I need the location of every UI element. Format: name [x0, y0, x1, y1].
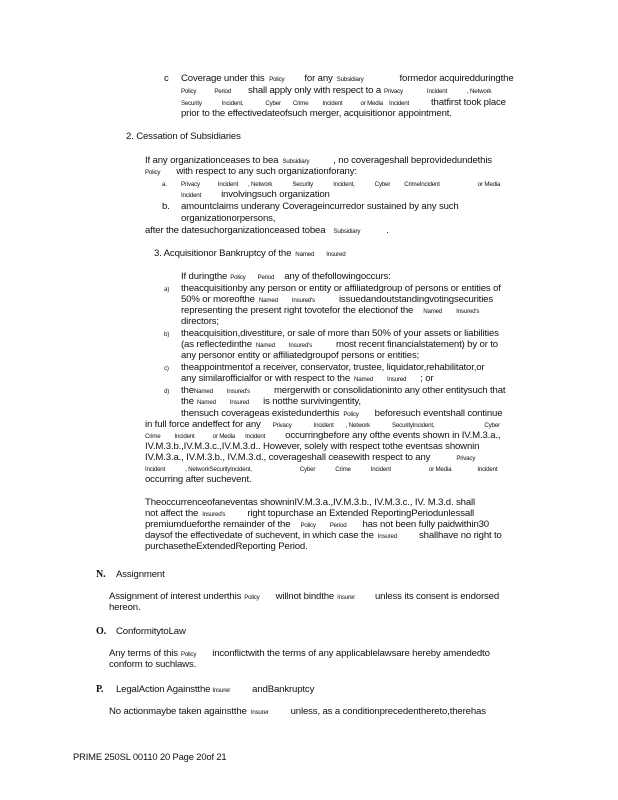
text-line: IV.M.3.b.,IV.M.3.c.,IV.M.3.d.. However, solely with respect tothe eventsas shownin — [145, 441, 480, 452]
list-marker: b. — [162, 201, 170, 212]
text-line: any similarofficialfor or with respect to the Named Insured ; or — [181, 373, 434, 384]
text-line: Theoccurrenceofaneventas showninIV.M.3.a.,IV.M.3.b., IV.M.3.c., IV. M.3.d. shall — [145, 497, 476, 508]
text-line: If any organizationceases to bea Subsidiary , no coverageshall beprovidedundethis — [145, 155, 492, 166]
text-line: the Named Insured is notthe survivingentity, — [181, 396, 361, 407]
text-line: If duringthe Policy Period any of thefollowingoccurs: — [181, 271, 391, 282]
section-letter: O. — [96, 626, 106, 637]
section-letter: N. — [96, 569, 106, 580]
text-line: amountclaims underany Coverageincurredor sustained by any such — [181, 201, 459, 212]
text-line: Coverage under this Policy for any Subsidiary formedor acquiredduringthe — [181, 73, 514, 84]
list-marker: c) — [164, 365, 169, 372]
text-line: Any terms of this Policy inconflictwith the terms of any applicablelawsare hereby amendedto — [109, 648, 490, 659]
section-heading: 2. Cessation of Subsidiaries — [126, 131, 241, 142]
text-line: theacquisitionby any person or entity or affiliatedgroup of persons or entities of — [181, 283, 501, 294]
text-line: purchasetheExtendedReporting Period. — [145, 541, 308, 552]
section-heading: Assignment — [116, 569, 165, 580]
text-line: Privacy Incident , Network Security Incident, Cyber CrimeIncident or Media — [181, 181, 501, 188]
text-line: theappointmentof a receiver, conservator, trustee, liquidator,rehabilitator,or — [181, 362, 485, 373]
section-letter: P. — [96, 684, 104, 695]
text-line: after the datesuchorganizationceased tobea Subsidiary . — [145, 225, 389, 236]
text-line: 50% or moreofthe Named Insured's issuedandoutstandingvotingsecurities — [181, 294, 494, 305]
section-heading: ConformitytoLaw — [116, 626, 186, 637]
text-line: organizationorpersons, — [181, 213, 276, 224]
section-heading: 3. Acquisitionor Bankruptcy of the Named Insured — [154, 248, 346, 259]
text-line: Policy Period shall apply only with respect to a Privacy Incident , Network — [181, 85, 492, 96]
text-line: representing the present right tovotefor the electionof the Named Insured's — [181, 305, 480, 316]
text-line: theNamed Insured's mergerwith or consolidationinto any other entitysuch that — [181, 385, 506, 396]
text-line: occurring after suchevent. — [145, 474, 252, 485]
text-line: any personor entity or affiliatedgroupof persons or entities; — [181, 350, 420, 361]
text-line: directors; — [181, 316, 219, 327]
text-line: Assignment of interest underthis Policy willnot bindthe Insurer unless its consent is endorsed — [109, 591, 500, 602]
section-heading: LegalAction Againstthe Insurer andBankruptcy — [116, 684, 315, 695]
list-marker: d) — [164, 388, 170, 395]
list-marker: b) — [164, 331, 170, 338]
text-line: not affect the Insured's right topurchase an Extended ReportingPeriodunlessall — [145, 508, 475, 519]
text-line: conform to suchlaws. — [109, 659, 197, 670]
text-line: in full force andeffect for any Privacy Incident , Network SecurityIncident, Cyber — [145, 419, 500, 430]
text-line: Incident , NetworkSecurityIncident, Cyber Crime Incident or Media Incident — [145, 466, 498, 473]
text-line: hereon. — [109, 602, 141, 613]
text-line: Security Incident, Cyber Crime Incident or Media Incident thatfirst took place — [181, 97, 506, 108]
list-marker: a) — [164, 286, 170, 293]
text-line: No actionmaybe taken againstthe Insurer unless, as a conditionprecedenthereto,therehas — [109, 706, 486, 717]
text-line: prior to the effectivedateofsuch merger, acquisitionor appointment. — [181, 108, 452, 119]
text-line: (as reflectedinthe Named Insured's most recent financialstatement) by or to — [181, 339, 498, 350]
text-line: thensuch coverageas existedunderthis Policy beforesuch eventshall continue — [181, 408, 503, 419]
text-line: IV.M.3.a., IV.M.3.b., IV.M.3.d., coverageshall ceasewith respect to any Privacy — [145, 452, 476, 463]
page-footer: PRIME 250SL 00110 20 Page 20of 21 — [73, 751, 227, 762]
text-line: theacquisition,divestiture, or sale of more than 50% of your assets or liabilities — [181, 328, 499, 339]
text-line: premiumdueforthe remainder of the Policy Period has not been fully paidwithin30 — [145, 519, 489, 530]
text-line: Crime Incident or Media Incident occurringbefore any ofthe events shown in IV.M.3.a., — [145, 430, 501, 441]
text-line: Incident involvingsuch organization — [181, 189, 330, 200]
text-line: Policy with respect to any such organizationforany: — [145, 166, 357, 177]
list-marker: a. — [162, 181, 167, 188]
list-marker: c — [164, 73, 169, 84]
text-line: daysof the effectivedate of suchevent, in which case the Insured shallhave no right to — [145, 530, 502, 541]
